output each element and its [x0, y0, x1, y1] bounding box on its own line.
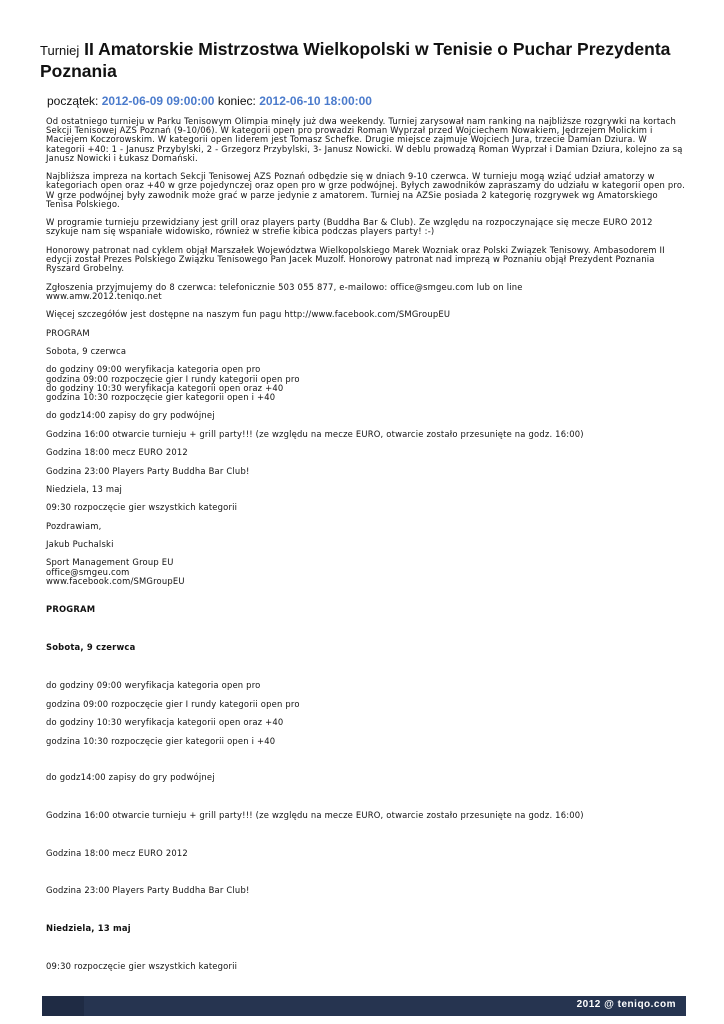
- footer-text: 2012 @ teniqo.com: [576, 999, 676, 1010]
- paragraph: Więcej szczegółów jest dostępne na naszym fun pagu http://www.facebook.com/SMGroupEU: [46, 309, 451, 320]
- paragraph: Od ostatniego turnieju w Parku Tenisowym Olimpia minęły już dwa weekendy. Turniej zarysował nam ranking na najbliższe rozgrywki na kortach Sekcji Tenisowej AZS Poznań (9-10/06). W kategorii open pro prowadzi Roman Wyprzał przed Wojciechem Nowakiem, Jędrzejem Molickim i Maciejem Koczorowskim. W kategorii open liderem jest Tomasz Schefke. Drugie miejsce zajmuje Wojciech Jura, trzecie Damian Dziura. W kategorii +40: 1 - Janusz Przybylski, 2 - Grzegorz Przybylski, 3- Janusz Nowicki. W deblu prowadzą Roman Wyprzał i Damian Dziura, kolejno za są Janusz Nowicki i Łukasz Domański.: [46, 116, 683, 163]
- schedule-item: do godziny 09:00 weryfikacja kategoria open pro: [46, 680, 261, 690]
- paragraph: Honorowy patronat nad cyklem objął Marszałek Województwa Wielkopolskiego Marek Wozniak oraz Polski Związek Tenisowy. Ambasodorem II edycji został Prezes Polskiego Związku Tenisowego Pan Jacek Muzolf. Honorowy patronat nad imprezą w Poznaniu objął Prezydent Poznania Ryszard Grobelny.: [46, 244, 665, 274]
- paragraph: W programie turnieju przewidziany jest grill oraz players party (Buddha Bar & Club). Ze względu na rozpoczynające się mecze EURO 2012 szykuje nam się wspaniałe widowisko, również w strefie kibica podczas players party! :-): [46, 217, 653, 237]
- schedule-item: 09:30 rozpoczęcie gier wszystkich kategorii: [46, 961, 238, 971]
- page-title: [40, 39, 700, 81]
- paragraph: Sport Management Group EU office@smgeu.com www.facebook.com/SMGroupEU: [46, 557, 185, 586]
- start-label: początek:: [47, 94, 99, 108]
- paragraph: Godzina 23:00 Players Party Buddha Bar Club!: [46, 465, 250, 476]
- footer-bar: [42, 996, 686, 1016]
- paragraph: Godzina 18:00 mecz EURO 2012: [46, 447, 188, 458]
- schedule-item: Godzina 16:00 otwarcie turnieju + grill party!!! (ze względu na mecze EURO, otwarcie zostało przesunięte na godz. 16:00): [46, 810, 584, 820]
- paragraph: Zgłoszenia przyjmujemy do 8 czerwca: telefonicznie 503 055 877, e-mailowo: office@smgeu.com lub on line www.amw.2012.teniqo.net: [46, 281, 523, 301]
- description: [46, 117, 686, 595]
- program-heading: PROGRAM: [46, 604, 96, 614]
- saturday-heading: Sobota, 9 czerwca: [46, 642, 136, 652]
- paragraph: Pozdrawiam,: [46, 520, 102, 531]
- end-date: 2012-06-10 18:00:00: [259, 94, 372, 108]
- paragraph: Jakub Puchalski: [46, 539, 114, 550]
- paragraph: Najbliższa impreza na kortach Sekcji Tenisowej AZS Poznań odbędzie się w dniach 9-10 czerwca. W turnieju mogą wziąć udział amatorzy w kategoriach open oraz +40 w grze pojedynczej oraz open pro w grze podwójnej. Byłych zawodników zapraszamy do udziału w kategorii open pro. W grze podwójnej były zawodnik może grać w parze jedynie z amatorem. Turniej na AZSie posiada 2 kategorię rozgrywek wg Amatorskiego Tenisa Polskiego.: [46, 171, 685, 209]
- schedule-item: godzina 10:30 rozpoczęcie gier kategorii open i +40: [46, 736, 276, 746]
- schedule-item: Godzina 18:00 mecz EURO 2012: [46, 848, 188, 858]
- title-text: II Amatorskie Mistrzostwa Wielkopolski w Tenisie o Puchar Prezydenta Poznania: [40, 39, 671, 81]
- paragraph: 09:30 rozpoczęcie gier wszystkich kategorii: [46, 502, 238, 513]
- schedule-item: do godz14:00 zapisy do gry podwójnej: [46, 772, 215, 782]
- footer-stripe: [42, 996, 84, 1016]
- paragraph: do godz14:00 zapisy do gry podwójnej: [46, 410, 215, 421]
- paragraph: Niedziela, 13 maj: [46, 483, 123, 494]
- paragraph: PROGRAM: [46, 327, 90, 338]
- paragraph: Godzina 16:00 otwarcie turnieju + grill party!!! (ze względu na mecze EURO, otwarcie zostało przesunięte na godz. 16:00): [46, 428, 584, 439]
- schedule-item: Godzina 23:00 Players Party Buddha Bar Club!: [46, 885, 250, 895]
- schedule-item: do godziny 10:30 weryfikacja kategorii open oraz +40: [46, 717, 284, 727]
- title-prefix: Turniej: [40, 43, 80, 58]
- end-label: koniec:: [217, 94, 256, 108]
- start-date: 2012-06-09 09:00:00: [101, 94, 215, 108]
- sunday-heading: Niedziela, 13 maj: [46, 923, 131, 933]
- paragraph: Sobota, 9 czerwca: [46, 345, 127, 356]
- event-dates: [47, 93, 372, 109]
- paragraph: do godziny 09:00 weryfikacja kategoria open pro godzina 09:00 rozpoczęcie gier I rundy kategorii open pro do godziny 10:30 weryfikacja kategorii open oraz +40 godzina 10:30 rozpoczęcie gier kategorii open i +40: [46, 364, 300, 402]
- schedule-item: godzina 09:00 rozpoczęcie gier I rundy kategorii open pro: [46, 699, 300, 709]
